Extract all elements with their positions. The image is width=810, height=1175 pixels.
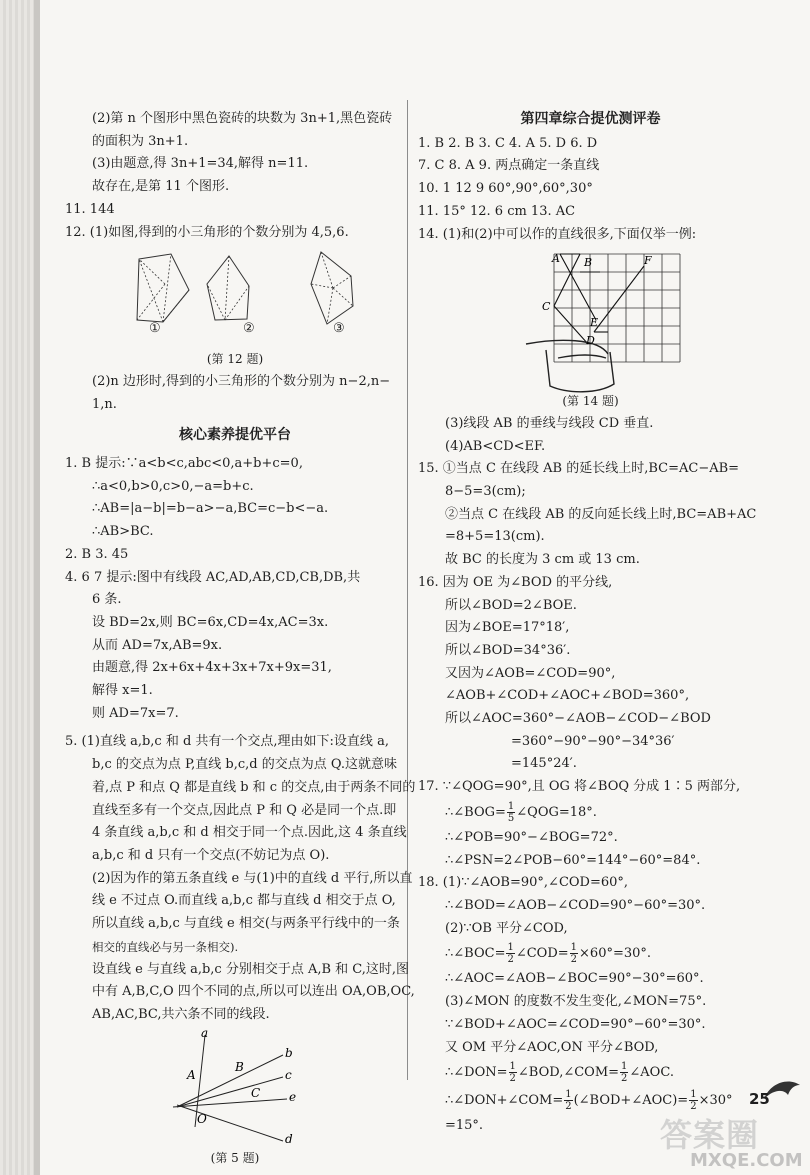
fig12-label-3: ③ bbox=[333, 321, 345, 337]
fig12-label-1: ① bbox=[149, 321, 161, 337]
line-d bbox=[177, 1105, 283, 1141]
fig14-caption: (第 14 题) bbox=[562, 394, 619, 409]
text-line: (4)AB<CD<EF. bbox=[445, 438, 546, 454]
text-line: 4. 6 7 提示:图中有线段 AC,AD,AB,CD,CB,DB,共 bbox=[65, 569, 361, 585]
grid-label-A: A bbox=[552, 252, 560, 266]
text-line: 11. 15° 12. 6 cm 13. AC bbox=[418, 203, 576, 219]
text-line: 1. B 提示:∵a<b<c,abc<0,a+b+c=0, bbox=[65, 456, 303, 472]
text-line: ②当点 C 在线段 AB 的反向延长线上时,BC=AB+AC bbox=[445, 506, 757, 522]
text-line: b,c 的交点为点 P,直线 b,c,d 的交点为点 Q.这就意味 bbox=[92, 757, 397, 773]
text-line: 6 条. bbox=[92, 592, 122, 608]
label-B: B bbox=[235, 1059, 244, 1074]
grid-label-C: C bbox=[542, 300, 551, 314]
text-line: ∴∠POB=90°−∠BOG=72°. bbox=[445, 829, 618, 845]
left-column bbox=[65, 108, 416, 1169]
label-a: a bbox=[201, 1026, 209, 1040]
text-line: 14. (1)和(2)中可以作的直线很多,下面仅举一例: bbox=[418, 226, 697, 242]
text-line: 着,点 P 和点 Q 都是直线 b 和 c 的交点,由于两条不同的 bbox=[92, 779, 416, 795]
text-line: (2)因为作的第五条直线 e 与(1)中的直线 d 平行,所以直 bbox=[92, 870, 413, 886]
text-line: 15. ①当点 C 在线段 AB 的延长线上时,BC=AC−AB= bbox=[418, 461, 740, 477]
text-line: (3)∠MON 的度数不发生变化,∠MON=75°. bbox=[445, 994, 707, 1010]
text-line: 从而 AD=7x,AB=9x. bbox=[92, 637, 223, 653]
text-line: 设 BD=2x,则 BC=6x,CD=4x,AC=3x. bbox=[92, 614, 329, 630]
text-line: 7. C 8. A 9. 两点确定一条直线 bbox=[418, 158, 600, 174]
text-line: ∴AB=|a−b|=b−a>−a,BC=c−b<−a. bbox=[92, 501, 329, 517]
label-A: A bbox=[187, 1067, 196, 1082]
text-line: ∴∠BOD=∠AOB−∠COD=90°−60°=30°. bbox=[445, 897, 706, 913]
grid-label-D: D bbox=[586, 334, 595, 348]
text-line: (2)∵OB 平分∠COD, bbox=[445, 920, 568, 936]
text-line: 1. B 2. B 3. C 4. A 5. D 6. D bbox=[418, 135, 598, 151]
text-line: 1,n. bbox=[92, 396, 117, 412]
text-line: ∴∠AOC=∠AOB−∠BOC=90°−30°=60°. bbox=[445, 971, 704, 987]
text-line: 解得 x=1. bbox=[92, 683, 153, 699]
text-line: 的面积为 3n+1. bbox=[92, 133, 189, 149]
text-line: ∴∠BOC= $\frac{1}{2}$ ∠COD= $\frac{1}{2}$ ×60°=30°. bbox=[445, 942, 652, 966]
label-c: c bbox=[285, 1067, 292, 1082]
lines-figure bbox=[65, 1027, 405, 1147]
grid-label-F: F bbox=[644, 254, 652, 268]
text-line: 所以∠BOD=34°36′. bbox=[445, 642, 571, 658]
text-line: 所以∠BOD=2∠BOE. bbox=[445, 597, 577, 613]
text-line: (2)n 边形时,得到的小三角形的个数分别为 n−2,n− bbox=[92, 373, 391, 389]
binding-edge bbox=[0, 0, 34, 1175]
grid-label-E: E bbox=[590, 316, 599, 330]
watermark: 答案圈 bbox=[660, 1116, 760, 1154]
text-line: a,b,c 和 d 只有一个交点(不妨记为点 O). bbox=[92, 847, 330, 863]
text-line: =8+5=13(cm). bbox=[445, 529, 545, 545]
text-line: 又因为∠AOB=∠COD=90°, bbox=[445, 665, 616, 681]
text-line: ∴AB>BC. bbox=[92, 524, 154, 540]
text-line: 18. (1)∵∠AOB=90°,∠COD=60°, bbox=[418, 875, 629, 891]
text-line: ∴a<0,b>0,c>0,−a=b+c. bbox=[92, 478, 254, 494]
grid-figure bbox=[418, 246, 763, 396]
grid-label-B: B bbox=[584, 256, 593, 270]
text-line: 中有 A,B,C,O 四个不同的点,所以可以连出 OA,OB,OC, bbox=[92, 984, 415, 1000]
text-line: 故存在,是第 11 个图形. bbox=[92, 179, 230, 195]
text-line: 又 OM 平分∠AOC,ON 平分∠BOD, bbox=[445, 1039, 659, 1055]
text-line: (3)由题意,得 3n+1=34,解得 n=11. bbox=[92, 156, 309, 172]
text-line: =145°24′. bbox=[511, 756, 577, 772]
fig12-label-2: ② bbox=[243, 321, 255, 337]
text-part: ∴∠BOG= bbox=[445, 804, 506, 820]
text-line: ∴∠DON= $\frac{1}{2}$ ∠BOD,∠COM= $\frac{1}{2}$ ∠AOC. bbox=[445, 1061, 674, 1085]
label-e: e bbox=[289, 1089, 297, 1104]
fraction: $\frac{1}{5}$ bbox=[507, 800, 515, 824]
text-line: ∵∠BOD+∠AOC=∠COD=90°−60°=30°. bbox=[445, 1016, 706, 1032]
text-line bbox=[418, 799, 763, 827]
right-title: 第四章综合提优测评卷 bbox=[520, 111, 661, 127]
text-line: ∴∠DON+∠COM= $\frac{1}{2}$ (∠BOD+∠AOC)= $\frac{1}{2}$ ×30° bbox=[445, 1089, 733, 1113]
text-line: 线 e 不过点 O.而直线 a,b,c 都与直线 d 相交于点 O, bbox=[92, 893, 396, 909]
text-line: 所以直线 a,b,c 与直线 e 相交(与两条平行线中的一条 bbox=[92, 916, 400, 932]
answer-12: 12. (1)如图,得到的小三角形的个数分别为 4,5,6. bbox=[65, 224, 349, 240]
label-O: O bbox=[197, 1111, 207, 1126]
text-line: =360°−90°−90°−34°36′ bbox=[511, 733, 675, 749]
watermark-url: MXQE.COM bbox=[690, 1150, 803, 1171]
text-line: 4 条直线 a,b,c 和 d 相交于同一个点.因此,这 4 条直线 bbox=[92, 825, 407, 841]
text-line: AB,AC,BC,共六条不同的线段. bbox=[92, 1006, 270, 1022]
label-d: d bbox=[285, 1131, 293, 1146]
text-part: ∠QOG=18°. bbox=[516, 804, 597, 820]
right-column bbox=[418, 108, 763, 1138]
text-line: ∠AOB+∠COD+∠AOC+∠BOD=360°, bbox=[445, 688, 690, 704]
label-C: C bbox=[251, 1085, 261, 1100]
page-number: 25 bbox=[749, 1090, 770, 1108]
scribble bbox=[526, 341, 614, 392]
text-line: ∴∠PSN=2∠POB−60°=144°−60°=84°. bbox=[445, 852, 701, 868]
text-line: 17. ∵∠QOG=90°,且 OG 将∠BOQ 分成 1∶5 两部分, bbox=[418, 779, 741, 795]
column-divider bbox=[407, 100, 408, 1080]
text-line: 由题意,得 2x+6x+4x+3x+7x+9x=31, bbox=[92, 660, 332, 676]
text-line: 10. 1 12 9 60°,90°,60°,30° bbox=[418, 181, 593, 197]
text-line: 则 AD=7x=7. bbox=[92, 705, 179, 721]
text-line: 设直线 e 与直线 a,b,c 分别相交于点 A,B 和 C,这时,图 bbox=[92, 961, 410, 977]
section-title: 核心素养提优平台 bbox=[179, 427, 291, 444]
text-line: 所以∠AOC=360°−∠AOB−∠COD−∠BOD bbox=[445, 711, 711, 727]
answer-11: 11. 144 bbox=[65, 201, 115, 217]
label-b: b bbox=[285, 1045, 293, 1060]
fig12-caption: (第 12 题) bbox=[206, 352, 264, 367]
text-line: 5. (1)直线 a,b,c 和 d 共有一个交点,理由如下:设直线 a, bbox=[65, 734, 389, 750]
text-line: 相交的直线必与另一条相交). bbox=[92, 939, 239, 954]
text-line: 故 BC 的长度为 3 cm 或 13 cm. bbox=[445, 552, 640, 568]
text-line: 8−5=3(cm); bbox=[445, 484, 526, 500]
text-line: 因为∠BOE=17°18′, bbox=[445, 620, 570, 636]
fig5-caption: (第 5 题) bbox=[210, 1150, 260, 1165]
text-line: (3)线段 AB 的垂线与线段 CD 垂直. bbox=[445, 415, 654, 431]
text-line: 直线至多有一个交点,因此点 P 和 Q 必是同一个点.即 bbox=[92, 802, 397, 818]
text-line: 16. 因为 OE 为∠BOD 的平分线, bbox=[418, 574, 613, 590]
text-line: 2. B 3. 45 bbox=[65, 546, 129, 562]
text-line: (2)第 n 个图形中黑色瓷砖的块数为 3n+1,黑色瓷砖 bbox=[92, 111, 393, 126]
text-line: =15°. bbox=[445, 1118, 484, 1134]
pentagon-figure bbox=[65, 244, 405, 342]
